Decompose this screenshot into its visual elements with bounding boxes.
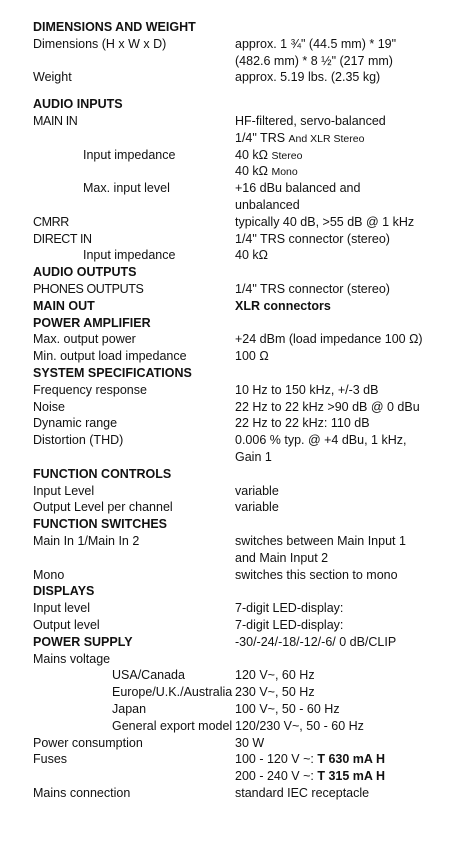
spec-row xyxy=(0,666,467,684)
spec-row xyxy=(0,398,467,416)
spec-value xyxy=(235,717,364,735)
spec-value xyxy=(235,532,406,550)
spec-row xyxy=(0,482,467,500)
section-heading: DIMENSIONS AND WEIGHT xyxy=(33,20,196,34)
spec-value-text: 1/4" TRS xyxy=(235,130,286,145)
spec-value-text: 120 V~, 60 Hz xyxy=(235,668,315,683)
spec-label: Min. output load impedance xyxy=(33,349,187,364)
spec-value xyxy=(235,246,268,264)
spec-value xyxy=(235,347,269,365)
spec-row xyxy=(0,230,467,248)
section-heading: DISPLAYS xyxy=(33,584,95,599)
spec-value-text: -30/-24/-18/-12/-6/ 0 dB/CLIP xyxy=(235,634,397,649)
spec-value-text: +24 dBm (load impedance 100 Ω) xyxy=(235,332,423,347)
spec-value-text: 10 Hz to 150 kHz, +/-3 dB xyxy=(235,382,379,397)
spec-row xyxy=(0,566,467,584)
spec-label: MAIN IN xyxy=(33,114,78,128)
spec-value xyxy=(235,666,315,684)
spec-value-text: 120/230 V~, 50 - 60 Hz xyxy=(235,718,364,733)
spec-row xyxy=(0,734,467,752)
spec-label: Fuses xyxy=(33,752,68,767)
spec-row xyxy=(0,498,467,516)
spec-value xyxy=(235,599,343,617)
spec-value xyxy=(235,750,385,768)
spec-value xyxy=(235,280,390,298)
spec-value-text: 230 V~, 50 Hz xyxy=(235,685,315,700)
spec-row xyxy=(0,549,467,567)
spec-row xyxy=(0,162,467,180)
spec-row xyxy=(0,448,467,466)
spec-row xyxy=(0,246,467,264)
spec-row xyxy=(0,297,467,315)
spec-value-text: 40 kΩ xyxy=(235,248,268,263)
spec-value xyxy=(235,398,420,416)
spec-value xyxy=(235,230,390,248)
spec-value-text: 1/4" TRS connector (stereo) xyxy=(235,231,390,246)
spec-value xyxy=(235,196,300,214)
spec-row xyxy=(0,717,467,735)
spec-label: Mono xyxy=(33,567,65,582)
spec-label: USA/Canada xyxy=(112,668,185,683)
spec-value xyxy=(235,734,264,752)
spec-row xyxy=(0,650,467,668)
section-heading-row xyxy=(0,18,467,36)
spec-label: Europe/U.K./Australia xyxy=(112,685,233,700)
spec-label: Frequency response xyxy=(33,382,147,397)
spec-label: Input impedance xyxy=(83,248,176,263)
spec-row xyxy=(0,280,467,298)
spec-label: Distortion (THD) xyxy=(33,433,124,448)
spec-value xyxy=(235,549,328,567)
spec-row xyxy=(0,330,467,348)
spec-value xyxy=(235,784,369,802)
section-heading-row xyxy=(0,633,467,651)
spec-value-text: 1/4" TRS connector (stereo) xyxy=(235,282,390,296)
section-heading-row xyxy=(0,465,467,483)
section-heading: AUDIO OUTPUTS xyxy=(33,265,137,280)
spec-value xyxy=(235,448,272,466)
section-heading-row xyxy=(0,582,467,600)
spec-row xyxy=(0,414,467,432)
spec-label: Dimensions (H x W x D) xyxy=(33,36,167,51)
spec-value xyxy=(235,566,398,584)
spec-value-text: 100 Ω xyxy=(235,349,269,364)
spec-value xyxy=(235,213,414,231)
spec-value-text: HF-filtered, servo-balanced xyxy=(235,114,386,128)
spec-label: Output level xyxy=(33,618,100,632)
spec-value-text: switches this section to mono xyxy=(235,567,398,582)
spec-row xyxy=(0,532,467,550)
spec-value-text: 30 W xyxy=(235,735,265,750)
spec-value-text: typically 40 dB, >55 dB @ 1 kHz xyxy=(235,214,415,229)
section-heading-row xyxy=(0,364,467,382)
spec-label: Japan xyxy=(112,702,147,716)
spec-value-bold: T 630 mA H xyxy=(317,752,385,767)
spec-label: DIRECT IN xyxy=(33,231,92,246)
spec-value-text: 7-digit LED-display: xyxy=(235,601,344,616)
spec-value xyxy=(235,498,279,516)
spec-value-text: 22 Hz to 22 kHz >90 dB @ 0 dBu xyxy=(235,399,420,414)
spec-value-text: (482.6 mm) * 8 ½" (217 mm) xyxy=(235,53,393,68)
spec-value-text: and Main Input 2 xyxy=(235,550,329,565)
spec-value-text: Gain 1 xyxy=(235,450,272,464)
spec-row xyxy=(0,35,467,53)
spec-value-text: 200 - 240 V ~: xyxy=(235,769,318,784)
spec-label: Weight xyxy=(33,70,72,85)
spec-value-text: 22 Hz to 22 kHz: 110 dB xyxy=(235,416,370,431)
spec-label: CMRR xyxy=(33,214,69,229)
spec-value-text: approx. 5.19 lbs. (2.35 kg) xyxy=(235,70,381,85)
spec-value xyxy=(235,35,396,53)
spec-row xyxy=(0,750,467,768)
spec-row xyxy=(0,599,467,617)
spec-label: Max. input level xyxy=(83,181,170,196)
section-heading-row xyxy=(0,95,467,113)
spec-row xyxy=(0,129,467,147)
spec-row xyxy=(0,616,467,634)
section-heading: FUNCTION CONTROLS xyxy=(33,466,172,481)
spec-value-text: XLR connectors xyxy=(235,298,331,313)
spec-label: Dynamic range xyxy=(33,416,118,431)
section-heading-row xyxy=(0,314,467,332)
spec-label: Mains connection xyxy=(33,786,131,800)
spec-value xyxy=(235,179,360,197)
spec-value xyxy=(235,381,378,399)
spec-label: Mains voltage xyxy=(33,651,111,666)
spec-value-text: variable xyxy=(235,500,279,515)
spec-value-note: Mono xyxy=(271,166,298,179)
spec-value-text: 40 kΩ xyxy=(235,147,268,162)
section-heading: POWER SUPPLY xyxy=(33,634,133,649)
spec-value-text: 100 - 120 V ~: xyxy=(235,752,318,767)
spec-label: Noise xyxy=(33,399,65,414)
spec-value-text: 100 V~, 50 - 60 Hz xyxy=(235,702,340,716)
spec-value xyxy=(235,431,406,449)
spec-value-bold: T 315 mA H xyxy=(317,769,385,784)
spec-value-text: switches between Main Input 1 xyxy=(235,534,406,548)
spec-value xyxy=(235,52,393,70)
spec-value xyxy=(235,700,340,718)
section-heading-row xyxy=(0,515,467,533)
spec-label: Input level xyxy=(33,601,90,616)
spec-row xyxy=(0,52,467,70)
spec-value xyxy=(235,683,315,701)
spec-value xyxy=(235,633,396,651)
spec-value-text: 7-digit LED-display: xyxy=(235,618,344,632)
spec-value-text: unbalanced xyxy=(235,198,300,212)
spec-label: Input impedance xyxy=(83,147,176,162)
spec-row xyxy=(0,179,467,197)
section-heading: SYSTEM SPECIFICATIONS xyxy=(33,366,192,380)
spec-row xyxy=(0,381,467,399)
spec-value xyxy=(235,414,370,432)
spec-value-text: standard IEC receptacle xyxy=(235,786,370,800)
spec-value xyxy=(235,112,386,130)
spec-row xyxy=(0,112,467,130)
spec-label: Power consumption xyxy=(33,735,143,750)
spec-value xyxy=(235,767,385,785)
spec-value-text: variable xyxy=(235,483,279,498)
spec-value-text: 0.006 % typ. @ +4 dBu, 1 kHz, xyxy=(235,433,407,448)
section-heading: FUNCTION SWITCHES xyxy=(33,517,168,532)
spec-row xyxy=(0,767,467,785)
section-heading: AUDIO INPUTS xyxy=(33,97,123,112)
spec-label: Max. output power xyxy=(33,332,136,347)
spec-value xyxy=(235,616,343,634)
spec-row xyxy=(0,700,467,718)
spec-row xyxy=(0,196,467,214)
spec-row xyxy=(0,68,467,86)
spec-value-text: 40 kΩ xyxy=(235,164,268,179)
spec-value xyxy=(235,297,331,315)
spec-value-note: And XLR Stereo xyxy=(288,132,365,145)
spec-value-text: approx. 1 ¾" (44.5 mm) * 19" xyxy=(235,36,397,51)
spec-row xyxy=(0,431,467,449)
spec-value xyxy=(235,68,380,86)
spec-row xyxy=(0,213,467,231)
spec-value-text: +16 dBu balanced and xyxy=(235,181,361,196)
spec-label: MAIN OUT xyxy=(33,298,95,313)
spec-row xyxy=(0,347,467,365)
spec-value xyxy=(235,482,279,500)
spec-label: Output Level per channel xyxy=(33,500,173,515)
spec-value-note: Stereo xyxy=(271,149,303,162)
spec-label: PHONES OUTPUTS xyxy=(33,282,144,296)
spec-row xyxy=(0,784,467,802)
spec-label: Main In 1/Main In 2 xyxy=(33,534,140,548)
spec-label: General export model xyxy=(112,718,233,733)
spec-label: Input Level xyxy=(33,483,95,498)
spec-row xyxy=(0,683,467,701)
spec-value xyxy=(235,330,423,348)
spec-row xyxy=(0,146,467,164)
section-heading: POWER AMPLIFIER xyxy=(33,315,151,330)
section-heading-row xyxy=(0,263,467,281)
